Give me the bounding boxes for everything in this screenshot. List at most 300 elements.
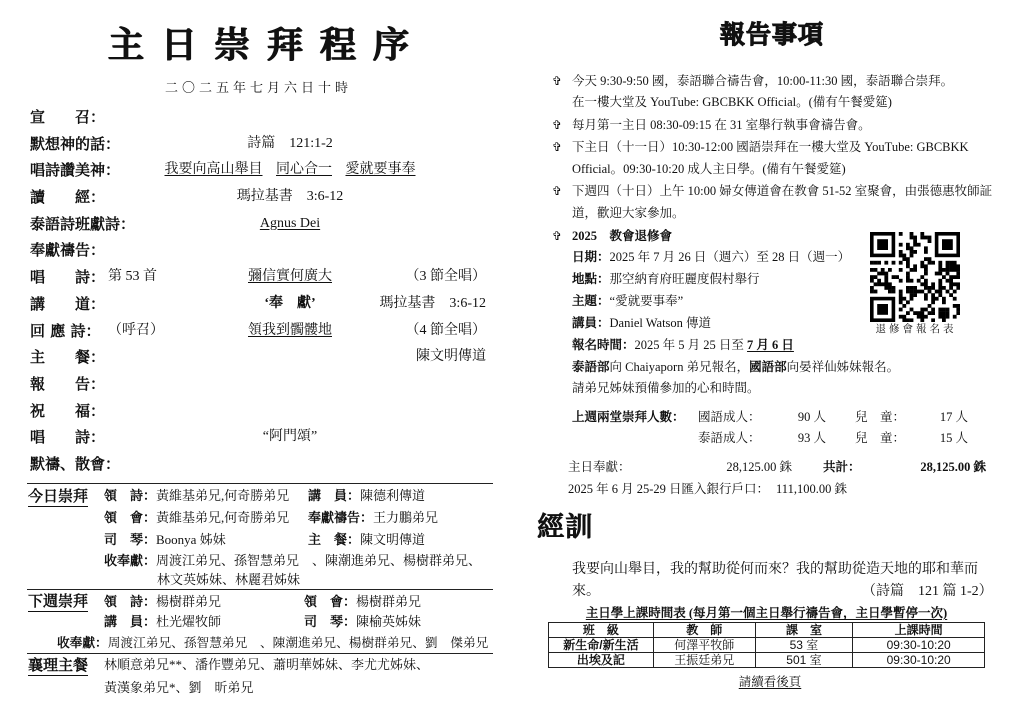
qr-module — [913, 243, 917, 247]
qr-module — [953, 315, 957, 319]
qr-module — [906, 275, 910, 279]
hymn-list — [140, 162, 440, 179]
qr-module — [928, 304, 932, 308]
role-value: 陳德利傳道 — [360, 488, 426, 503]
order-item — [0, 295, 500, 322]
qr-module — [913, 264, 917, 268]
role-label: 收奉獻： — [57, 636, 108, 650]
today-role — [104, 532, 226, 548]
table-row — [549, 653, 985, 668]
qr-module — [877, 282, 881, 286]
qr-module — [942, 268, 946, 272]
qr-module — [928, 311, 932, 315]
qr-module — [899, 250, 903, 254]
qr-module — [946, 272, 950, 276]
attendance-adults: 90 人 — [797, 410, 826, 424]
qr-module — [956, 311, 960, 315]
qr-module — [924, 268, 928, 272]
qr-module — [938, 272, 942, 276]
attendance-group: 國語成人： — [698, 410, 761, 424]
retreat-place — [572, 272, 760, 287]
table-header-row — [549, 623, 985, 638]
qr-module — [917, 311, 921, 315]
attendance-adults: 93 人 — [797, 431, 826, 445]
qr-module — [935, 272, 939, 276]
qr-module — [924, 257, 928, 261]
role-label: 司 琴： — [304, 614, 357, 629]
today-role — [308, 510, 438, 526]
qr-module — [924, 282, 928, 286]
cross-bullet-icon — [552, 74, 562, 88]
qr-module — [956, 272, 960, 276]
qr-module — [902, 297, 906, 301]
qr-module — [902, 257, 906, 261]
qr-module — [938, 286, 942, 290]
qr-module — [877, 261, 881, 265]
qr-module — [920, 275, 924, 279]
teacher: 王振廷弟兄 — [653, 653, 755, 668]
field-label: 泰語部 — [572, 360, 610, 374]
qr-module — [924, 279, 928, 283]
order-item — [0, 188, 500, 215]
class-name: 新生命/新生活 — [549, 638, 654, 653]
qr-module — [938, 315, 942, 319]
order-item — [0, 375, 500, 402]
hymn-number: 第 53 首 — [108, 269, 157, 285]
retreat-registration — [572, 338, 794, 353]
order-item — [0, 215, 500, 242]
qr-module — [924, 264, 928, 268]
qr-module — [899, 308, 903, 312]
qr-module — [906, 243, 910, 247]
qr-module — [906, 300, 910, 304]
qr-module — [920, 236, 924, 240]
qr-module — [953, 268, 957, 272]
registration-deadline: 7 月 6 日 — [747, 338, 794, 352]
order-of-service-list — [0, 108, 500, 482]
qr-module — [884, 286, 888, 290]
qr-module — [899, 293, 903, 297]
qr-module — [920, 318, 924, 322]
qr-module — [956, 304, 960, 308]
qr-module — [949, 293, 953, 297]
role-value: Boonya 姊妹 — [156, 532, 226, 547]
qr-module — [920, 232, 924, 236]
order-item-label: 默禱、散會： — [30, 454, 121, 473]
role-label: 司 琴： — [104, 532, 157, 547]
qr-module — [942, 275, 946, 279]
announcement-line: 今天 9:30-9:50 國，泰語聯合禱告會，10:00-11:30 國，泰語聯合崇拜。 — [572, 74, 954, 88]
qr-module — [924, 272, 928, 276]
order-item-label: 奉獻禱告： — [30, 241, 106, 260]
qr-module — [899, 232, 903, 236]
qr-module — [870, 275, 874, 279]
hymn-title: 我要向高山舉目 — [164, 162, 263, 178]
qr-module — [906, 246, 910, 250]
qr-module — [870, 261, 874, 265]
order-item — [0, 428, 500, 455]
qr-module — [920, 261, 924, 265]
next-week-role — [304, 594, 421, 610]
scripture-reading: 詩篇 121:1-2 — [247, 135, 333, 151]
qr-module — [917, 290, 921, 294]
retreat-theme — [572, 294, 683, 309]
qr-module — [928, 261, 932, 265]
role-label: 領 詩： — [104, 594, 157, 609]
next-week-service-title: 下週崇拜 — [28, 592, 89, 610]
qr-module — [881, 268, 885, 272]
qr-module — [924, 236, 928, 240]
order-item — [0, 455, 500, 482]
qr-module — [917, 279, 921, 283]
qr-module — [949, 268, 953, 272]
qr-module — [899, 315, 903, 319]
qr-module — [884, 272, 888, 276]
qr-module — [881, 272, 885, 276]
classroom: 501 室 — [755, 653, 853, 668]
order-item — [0, 108, 500, 135]
qr-module — [949, 286, 953, 290]
announcement-line: 下主日（十一日）10:30-12:00 國語崇拜在一樓大堂及 YouTube: GBCBKK — [572, 140, 969, 154]
role-value: 杜光燿牧師 — [156, 614, 222, 629]
qr-module — [892, 290, 896, 294]
qr-module — [920, 290, 924, 294]
qr-module — [892, 275, 896, 279]
attendance-children: 15 人 — [939, 431, 968, 445]
qr-module — [899, 300, 903, 304]
anthem-title: Agnus Dei — [259, 215, 321, 231]
retreat-speaker — [572, 316, 711, 331]
qr-module — [874, 282, 878, 286]
qr-module — [877, 304, 888, 315]
sermon-title: ‘奉 獻’ — [264, 295, 316, 311]
qr-module — [906, 272, 910, 276]
offering-total-label: 共計： — [823, 460, 861, 474]
cross-bullet-icon — [552, 229, 562, 243]
qr-module — [884, 275, 888, 279]
qr-module — [942, 318, 946, 322]
qr-module — [949, 282, 953, 286]
qr-module — [953, 275, 957, 279]
memory-verse-heading: 經訓 — [537, 512, 593, 543]
qr-module — [913, 239, 917, 243]
qr-module — [946, 261, 950, 265]
role-value: 周渡江弟兄、孫智慧弟兄 、陳潮進弟兄、楊樹群弟兄、 — [156, 553, 482, 568]
order-item-label: 回 應 詩： — [30, 321, 101, 340]
hymn-title: 彌信實何廣大 — [248, 269, 332, 285]
order-item-label: 報 告： — [30, 374, 106, 393]
role-value: 陳榆英姊妹 — [356, 614, 422, 629]
qr-module — [942, 300, 946, 304]
qr-module — [942, 315, 946, 319]
qr-module — [924, 293, 928, 297]
order-item — [0, 161, 500, 188]
qr-module — [942, 297, 946, 301]
sunday-offering-label: 主日奉獻： — [568, 460, 631, 474]
attendance-label: 上週兩堂崇拜人數： — [572, 410, 685, 424]
qr-module — [899, 268, 903, 272]
sunday-offering-amount: 28,125.00 銖 — [726, 460, 792, 474]
order-item-label: 讀 經： — [30, 188, 106, 207]
order-item-label: 唱 詩： — [30, 428, 106, 447]
qr-module — [928, 257, 932, 261]
field-value: 2025 年 5 月 25 日至 — [634, 338, 748, 352]
field-label: 講員： — [572, 316, 610, 330]
closing-hymn: “阿門頌” — [262, 429, 318, 445]
order-item-label: 默想神的話： — [30, 134, 121, 153]
column-header: 班 級 — [549, 623, 654, 638]
qr-module — [949, 275, 953, 279]
qr-module — [942, 286, 946, 290]
qr-module — [938, 290, 942, 294]
today-role — [308, 532, 425, 548]
qr-module — [931, 261, 935, 265]
retreat-contacts — [572, 360, 899, 375]
qr-module — [946, 268, 950, 272]
retreat-note: 請弟兄姊妹預備參加的心和時間。 — [572, 381, 760, 395]
qr-module — [910, 268, 914, 272]
order-item-label: 唱詩讚美神： — [30, 161, 121, 180]
attendance-children-label: 兒 童： — [855, 431, 906, 445]
qr-module — [946, 264, 950, 268]
qr-module — [931, 282, 935, 286]
qr-module — [899, 254, 903, 258]
next-week-role — [304, 614, 421, 630]
memory-verse-text: 來。 — [572, 584, 600, 599]
qr-module — [928, 236, 932, 240]
announcement-line: 在一樓大堂及 YouTube: GBCBKK Official。(備有午餐愛筵) — [572, 95, 892, 109]
continued-note: 請續看後頁 — [738, 675, 802, 689]
class-time: 09:30-10:20 — [853, 653, 985, 668]
cross-bullet-icon — [552, 118, 562, 132]
qr-module — [935, 290, 939, 294]
communion-assistants-names: 黃漢象弟兄*、劉 昕弟兄 — [104, 680, 254, 695]
today-role — [104, 510, 289, 526]
role-label: 領 詩： — [104, 488, 157, 503]
qr-module — [913, 250, 917, 254]
section-divider — [27, 653, 493, 654]
qr-module — [956, 282, 960, 286]
section-divider — [27, 483, 493, 484]
qr-module — [928, 286, 932, 290]
qr-module — [920, 311, 924, 315]
role-value: 黃維基弟兄,何奇勝弟兄 — [156, 510, 290, 525]
qr-module — [953, 297, 957, 301]
qr-module — [913, 236, 917, 240]
memory-verse-text: 我要向山舉目，我的幫助從何而來？我的幫助從造天地的耶和華而 — [572, 562, 978, 577]
qr-module — [953, 264, 957, 268]
field-label: 國語部 — [749, 360, 787, 374]
qr-module — [946, 311, 950, 315]
qr-module — [913, 286, 917, 290]
qr-module — [917, 315, 921, 319]
qr-module — [906, 261, 910, 265]
qr-module — [913, 268, 917, 272]
qr-module — [874, 268, 878, 272]
qr-module — [935, 297, 939, 301]
field-value: 那空納育府旺麗度假村舉行 — [609, 272, 760, 286]
order-item-label: 祝 福： — [30, 401, 106, 420]
qr-module — [888, 290, 892, 294]
qr-module — [888, 282, 892, 286]
qr-module — [938, 261, 942, 265]
qr-module — [924, 315, 928, 319]
qr-module — [956, 286, 960, 290]
field-value: “愛就要事奉” — [609, 294, 684, 308]
today-service-title: 今日崇拜 — [28, 487, 89, 505]
sunday-school-title: 主日學上課時間表 (每月第一個主日舉行禱告會，主日學暫停一次) — [585, 606, 948, 620]
role-label: 講 員： — [308, 488, 361, 503]
qr-module — [913, 290, 917, 294]
qr-module — [920, 308, 924, 312]
verse-note: （4 節全唱） — [405, 322, 486, 338]
role-value: 黃維基弟兄,何奇勝弟兄 — [156, 488, 290, 503]
qr-module — [928, 239, 932, 243]
today-role — [308, 488, 425, 504]
role-value: 楊樹群弟兄 — [156, 594, 222, 609]
column-header: 教 師 — [653, 623, 755, 638]
qr-module — [910, 232, 914, 236]
field-value: 向 Chaiyaporn 弟兄報名， — [609, 360, 750, 374]
qr-module — [906, 311, 910, 315]
qr-module — [874, 261, 878, 265]
qr-module — [924, 250, 928, 254]
field-value: 2025 年 7 月 26 日（週六）至 28 日（週一） — [609, 250, 851, 264]
qr-module — [895, 275, 899, 279]
qr-module — [953, 261, 957, 265]
qr-module — [931, 318, 935, 322]
qr-module — [910, 318, 914, 322]
qr-module — [956, 308, 960, 312]
qr-module — [920, 282, 924, 286]
qr-module — [938, 293, 942, 297]
qr-module — [924, 297, 928, 301]
qr-module — [888, 268, 892, 272]
communion-officiant: 陳文明傳道 — [416, 349, 486, 365]
qr-module — [877, 279, 881, 283]
qr-module — [910, 286, 914, 290]
qr-module — [953, 282, 957, 286]
qr-module — [920, 264, 924, 268]
offering-total-amount: 28,125.00 銖 — [920, 460, 986, 474]
qr-module — [906, 264, 910, 268]
order-item — [0, 322, 500, 349]
field-label: 報名時間： — [572, 338, 635, 352]
field-value: 向晏祥仙姊妹報名。 — [786, 360, 900, 374]
qr-module — [928, 290, 932, 294]
verse-note: （3 節全唱） — [405, 269, 486, 285]
classroom: 53 室 — [755, 638, 853, 653]
qr-code — [870, 232, 960, 322]
qr-module — [917, 243, 921, 247]
announcement-line: 下週四（十日）上午 10:00 婦女傳道會在教會 51-52 室聚會，由張德惠牧師証 — [572, 184, 993, 198]
qr-module — [877, 272, 881, 276]
service-date: 二〇二五年七月六日十時 — [165, 80, 353, 95]
qr-module — [924, 308, 928, 312]
qr-module — [899, 243, 903, 247]
retreat-title: 2025 教會退修會 — [572, 229, 673, 243]
order-item-label: 唱 詩： — [30, 268, 106, 287]
qr-module — [938, 311, 942, 315]
qr-module — [888, 286, 892, 290]
order-item — [0, 268, 500, 295]
role-label: 主 餐： — [308, 532, 361, 547]
qr-module — [924, 286, 928, 290]
qr-module — [884, 261, 888, 265]
today-offering-ushers — [104, 553, 481, 569]
qr-module — [931, 311, 935, 315]
qr-module — [946, 279, 950, 283]
qr-module — [884, 279, 888, 283]
role-label: 奉獻禱告： — [308, 510, 374, 525]
today-offering-ushers-cont: 林文英姊妹、林麗君姊妹 — [157, 572, 301, 587]
qr-module — [946, 308, 950, 312]
qr-module — [906, 257, 910, 261]
qr-module — [953, 290, 957, 294]
qr-module — [874, 275, 878, 279]
qr-module — [910, 290, 914, 294]
section-divider — [27, 589, 493, 590]
qr-module — [913, 311, 917, 315]
announcements-title: 報告事項 — [720, 20, 825, 49]
qr-module — [906, 290, 910, 294]
qr-module — [931, 286, 935, 290]
announcement-line: 每月第一主日 08:30-09:15 在 31 室舉行執事會禱告會。 — [572, 118, 871, 132]
attendance-group: 泰語成人： — [698, 431, 761, 445]
order-item — [0, 241, 500, 268]
qr-module — [881, 282, 885, 286]
role-value: 陳文明傳道 — [360, 532, 426, 547]
qr-module — [931, 308, 935, 312]
field-label: 日期： — [572, 250, 610, 264]
field-value: Daniel Watson 傳道 — [609, 316, 712, 330]
qr-module — [949, 264, 953, 268]
qr-module — [956, 264, 960, 268]
choir-anthem — [140, 216, 440, 233]
qr-module — [956, 268, 960, 272]
qr-module — [902, 304, 906, 308]
qr-module — [877, 239, 888, 250]
qr-module — [931, 300, 935, 304]
announcement-line: Official。09:30-10:20 成人主日學。(備有午餐愛筵) — [572, 162, 846, 176]
qr-module — [899, 279, 903, 283]
qr-module — [899, 261, 903, 265]
qr-module — [902, 318, 906, 322]
column-header: 上課時間 — [853, 623, 985, 638]
field-label: 地點： — [572, 272, 610, 286]
announcement-line: 道，歡迎大家參加。 — [572, 206, 685, 220]
cross-bullet-icon — [552, 140, 562, 154]
qr-module — [910, 297, 914, 301]
order-item — [0, 402, 500, 429]
order-item-label: 宣 召： — [30, 108, 106, 126]
qr-module — [942, 311, 946, 315]
hymn-title: 愛就要事奉 — [345, 162, 416, 178]
next-week-role — [104, 614, 221, 630]
bank-transfer-amount: 111,100.00 銖 — [776, 482, 847, 496]
qr-module — [938, 308, 942, 312]
sunday-school-table — [548, 622, 985, 668]
qr-module — [942, 308, 946, 312]
today-role — [104, 488, 289, 504]
altar-call-note: （呼召） — [108, 322, 164, 338]
qr-module — [924, 246, 928, 250]
bank-transfer-label: 2025 年 6 月 25-29 日匯入銀行戶口： — [568, 482, 770, 496]
order-item-label: 主 餐： — [30, 348, 106, 367]
qr-module — [920, 315, 924, 319]
role-value: 王力鵬弟兄 — [373, 510, 439, 525]
role-label: 領 會： — [304, 594, 357, 609]
